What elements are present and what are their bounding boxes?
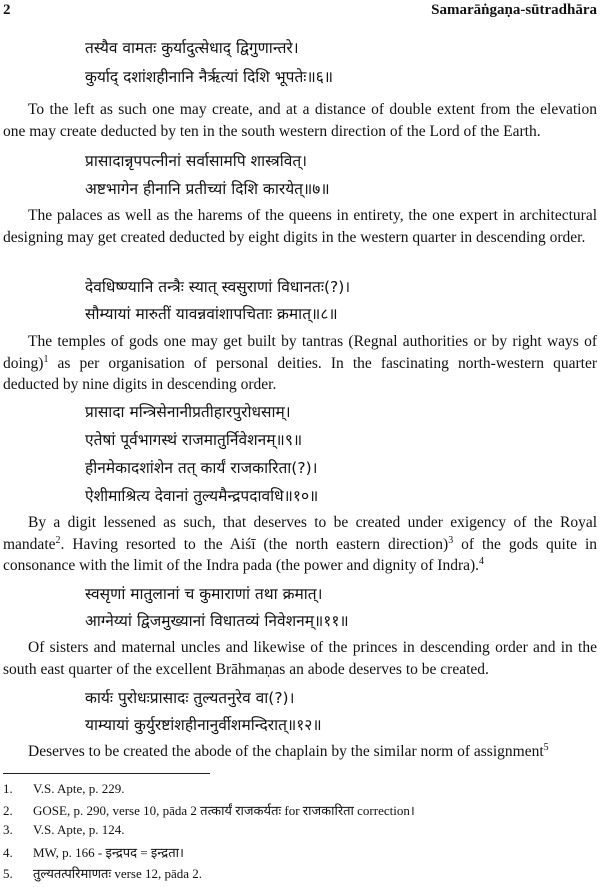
verse-line: कुर्याद् दशांशहीनानि नैर्ऋत्यां दिशि भूपतेः॥६॥ bbox=[85, 68, 334, 86]
verse-line: अष्टभागेन हीनानि प्रतीच्यां दिशि कारयेत्॥७॥ bbox=[85, 180, 330, 198]
verse-line: कार्यः पुरोधःप्रासादः तुल्यतनुरेव वा(?)। bbox=[85, 689, 295, 707]
footnote-marker: 5 bbox=[543, 741, 549, 753]
translation-paragraph bbox=[3, 741, 597, 763]
footnote bbox=[3, 822, 125, 838]
translation-paragraph bbox=[3, 331, 597, 396]
translation-paragraph bbox=[3, 99, 597, 142]
footnote-text: MW, p. 166 - इन्द्रपद = इन्द्रता। bbox=[33, 845, 184, 860]
verse-line: देवधिष्ण्यानि तन्त्रैः स्यात् स्वसुराणां विधानतः(?)। bbox=[85, 278, 351, 296]
running-title: Samarāṅgaṇa-sūtradhāra bbox=[431, 2, 597, 18]
verse-line: स्वसृणां मातुलानां च कुमाराणां तथा क्रमात्। bbox=[85, 585, 323, 603]
verse-line: हीनमेकादशांशेन तत् कार्यं राजकारिता(?)। bbox=[85, 459, 318, 477]
footnote-number: 2. bbox=[3, 803, 13, 818]
paragraph-text: of the gods quite in consonance with the limit of the Indra pada (the power and dignity of Indra). bbox=[3, 535, 598, 574]
footnote-marker: 2 bbox=[55, 534, 61, 546]
footnote-marker: 1 bbox=[43, 353, 49, 365]
page-number: 2 bbox=[3, 2, 11, 18]
footnote-number: 3. bbox=[3, 822, 13, 837]
paragraph-text: The temples of gods one may get built by tantras (Regnal authorities or by right ways of doing) bbox=[3, 333, 597, 372]
footnote-marker: 4 bbox=[479, 555, 485, 567]
footnote bbox=[3, 864, 202, 882]
verse-line: एतेषां पूर्वभागस्थं राजमातुर्निवेशनम्॥९॥ bbox=[85, 431, 303, 449]
verse-line: आग्नेय्यां द्विजमुख्यानां विधातव्यं निवेशनम्॥११॥ bbox=[85, 612, 349, 630]
verse-line: ऐशीमाश्रित्य देवानां तुल्यमैन्द्रपदावधि॥१०॥ bbox=[85, 487, 319, 505]
verse-line: प्रासादा मन्त्रिसेनानीप्रतीहारपुरोधसाम्। bbox=[85, 403, 291, 421]
footnote-text: V.S. Apte, p. 229. bbox=[33, 781, 125, 796]
verse-line: सौम्यायां मारुतीं यावन्नवांशापचिताः क्रमात्॥८॥ bbox=[85, 305, 338, 323]
footnote-number: 4. bbox=[3, 845, 13, 860]
footnote-text: GOSE, p. 290, verse 10, pāda 2 तत्कार्यं राजकर्यतः for राजकारिता correction। bbox=[33, 803, 415, 818]
footnote-number: 1. bbox=[3, 781, 13, 796]
footnote bbox=[3, 843, 184, 861]
footnote bbox=[3, 801, 415, 819]
footnote-text: V.S. Apte, p. 124. bbox=[33, 822, 125, 837]
verse-line: प्रासादान्नृपपत्नीनां सर्वासामपि शास्त्रवित्। bbox=[85, 152, 308, 170]
verse-line: तस्यैव वामतः कुर्यादुत्सेधाद् द्विगुणान्तरे। bbox=[85, 39, 299, 57]
translation-paragraph bbox=[3, 512, 597, 577]
footnote-marker: 3 bbox=[448, 534, 454, 546]
translation-paragraph bbox=[3, 205, 597, 248]
footnote-text: तुल्यतत्परिमाणतः verse 12, pāda 2. bbox=[33, 866, 203, 881]
translation-paragraph bbox=[3, 637, 597, 680]
footnote-number: 5. bbox=[3, 866, 13, 881]
paragraph-text: as per organisation of personal deities. In the fascinating north-western quarter deducted by nine digits in descending order. bbox=[3, 354, 597, 393]
paragraph-text: . Having resorted to the Aiśī (the north eastern direction) bbox=[60, 535, 449, 553]
footnote-divider bbox=[3, 773, 210, 774]
paragraph-text: By a digit lessened as such, that deserves to be created under exigency of the Royal mandate bbox=[3, 514, 597, 553]
paragraph-text: Of sisters and maternal uncles and likewise of the princes in descending order and in the south east quarter of the excellent Brāhmaṇas an abode deserves to be created. bbox=[3, 639, 597, 678]
paragraph-text: The palaces as well as the harems of the queens in entirety, the one expert in architectural designing may get created deducted by eight digits in the western quarter in descending order. bbox=[3, 207, 597, 246]
paragraph-text: To the left as such one may create, and at a distance of double extent from the elevation one may create deducted by ten in the south western direction of the Lord of the Earth. bbox=[3, 101, 597, 140]
paragraph-text: Deserves to be created the abode of the chaplain by the similar norm of assignment bbox=[28, 743, 544, 760]
footnote bbox=[3, 781, 125, 797]
verse-line: याम्यायां कुर्युरष्टांशहीनानुर्वीशमन्दिरात्॥१२॥ bbox=[85, 716, 322, 734]
